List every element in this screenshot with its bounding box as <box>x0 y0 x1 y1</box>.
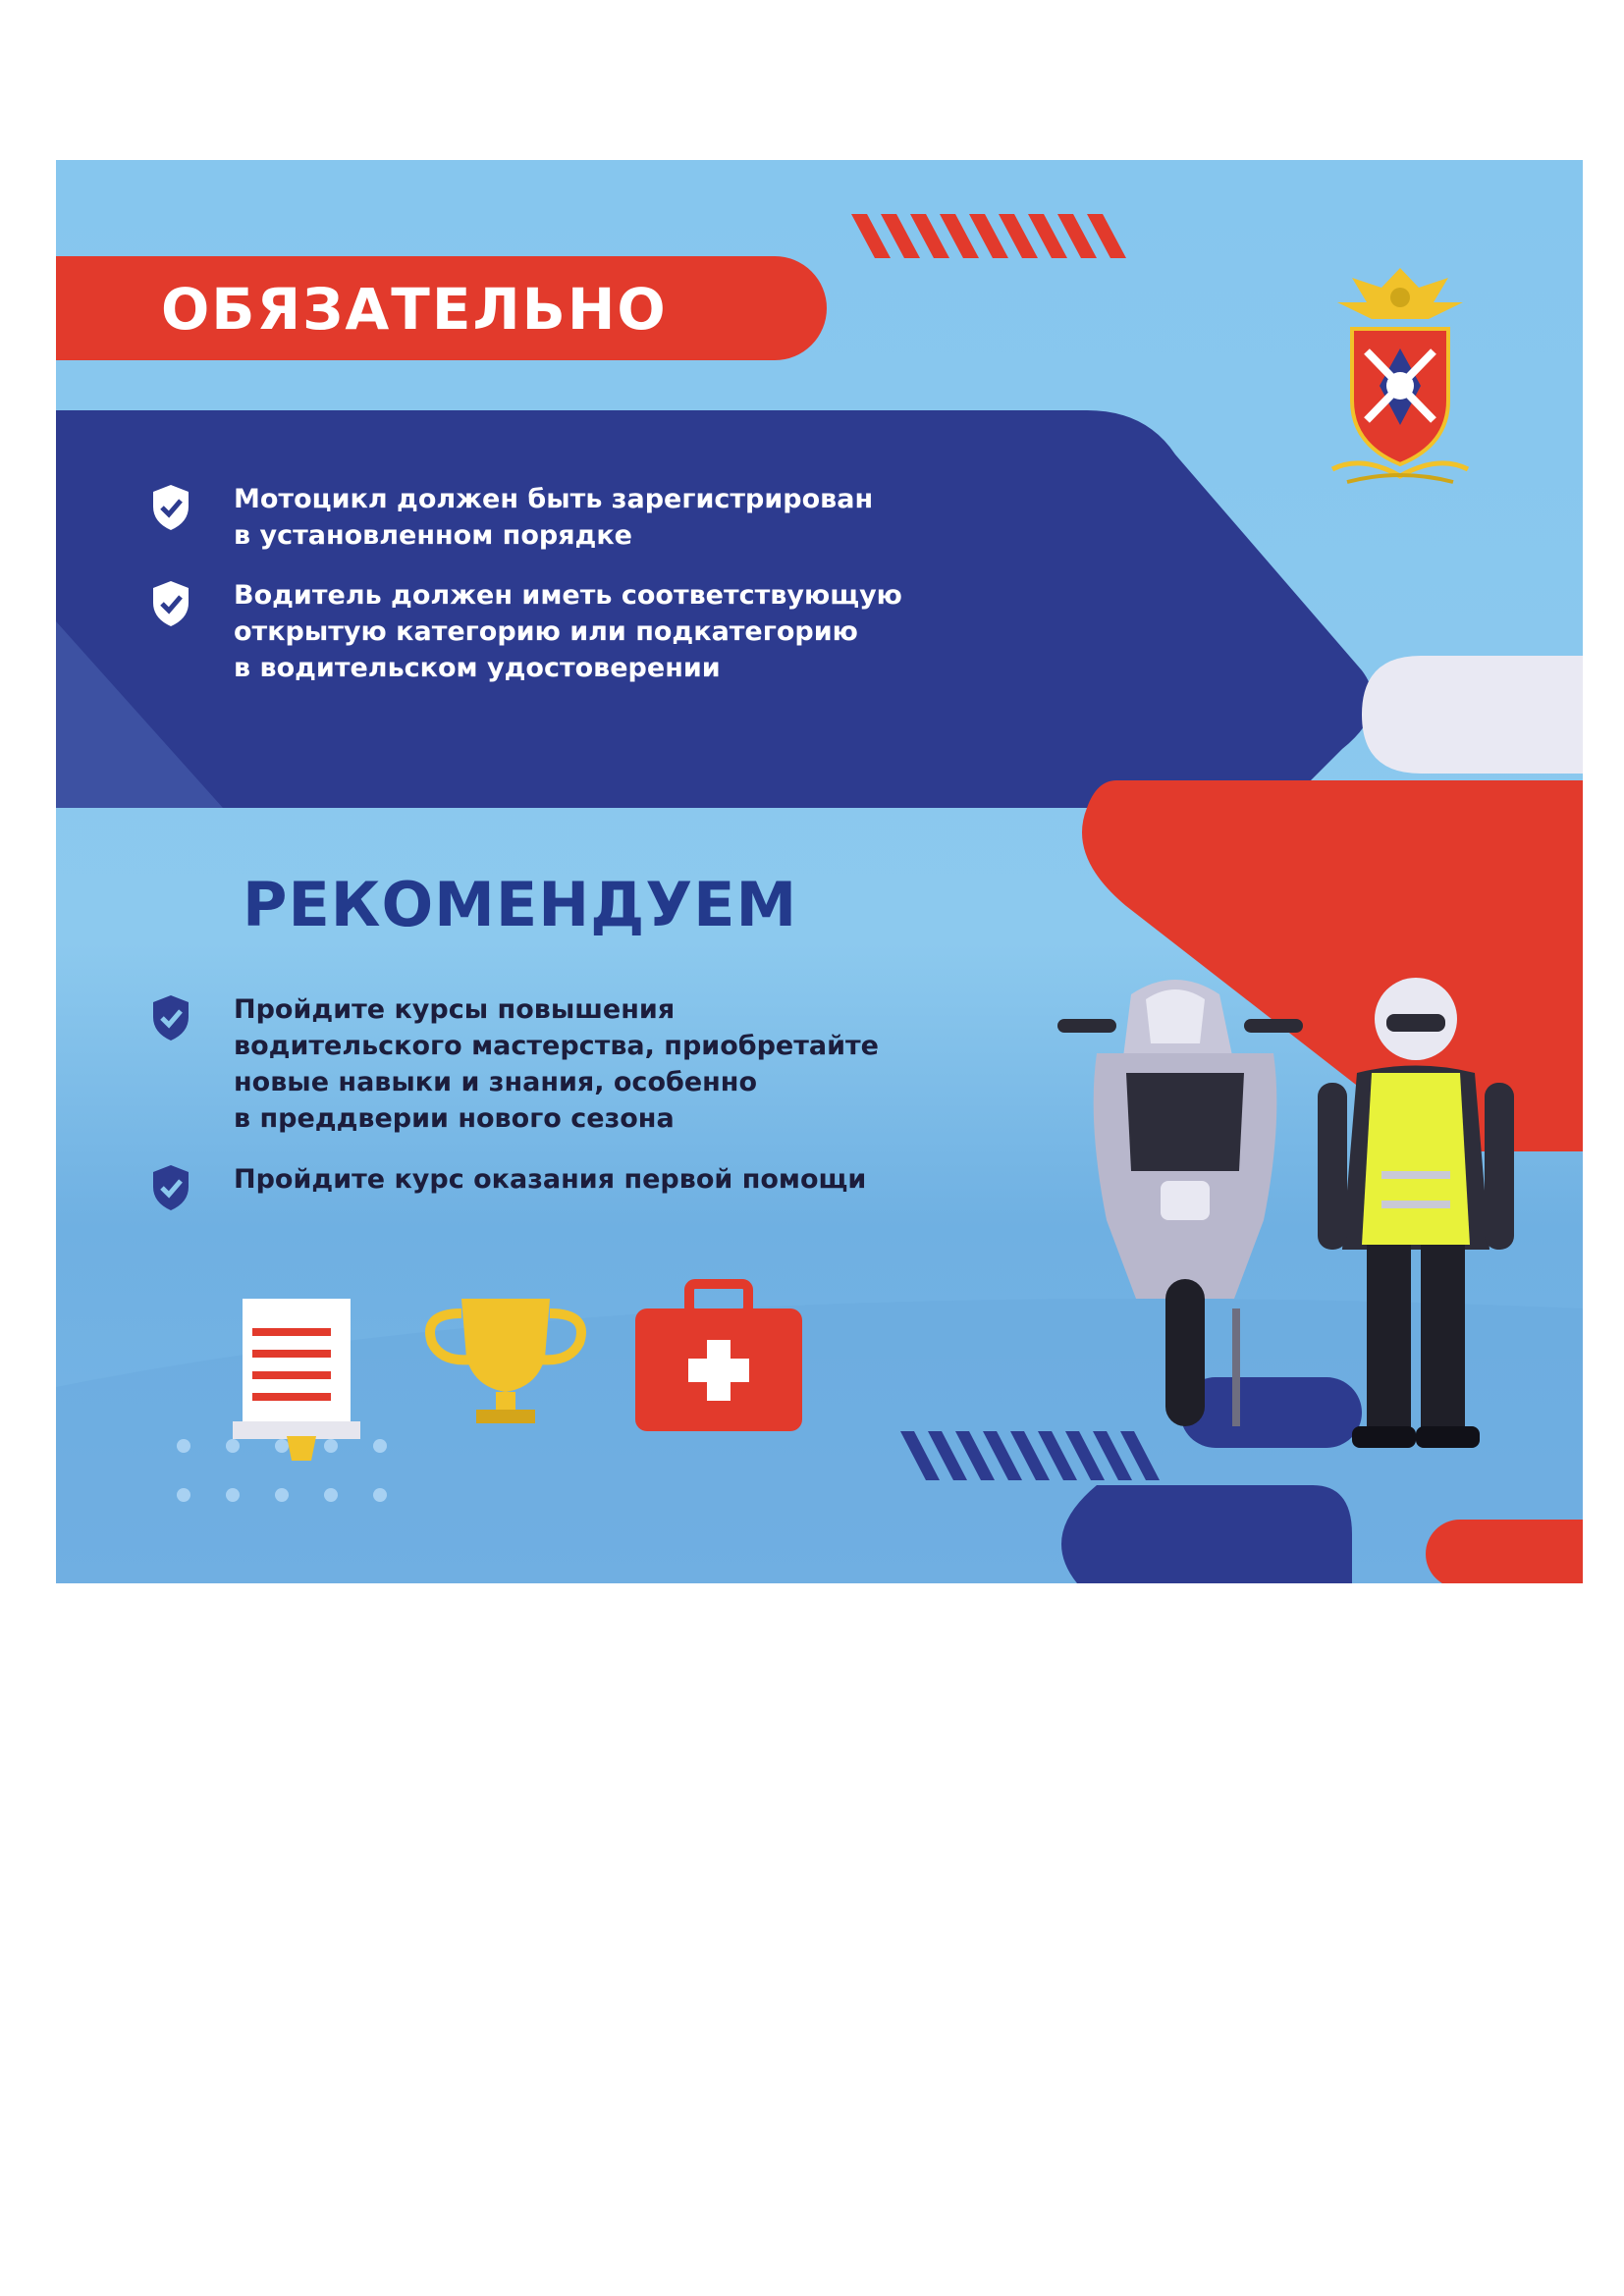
trophy-icon <box>417 1289 594 1436</box>
text-line: Мотоцикл должен быть зарегистрирован <box>234 484 874 514</box>
mandatory-banner <box>56 256 827 360</box>
red-capsule-corner <box>1426 1520 1583 1583</box>
recommend-title: РЕКОМЕНДУЕМ <box>243 869 798 940</box>
text-line: Пройдите курс оказания первой помощи <box>234 1164 867 1195</box>
mandatory-item-1-text <box>234 481 873 554</box>
shield-check-icon <box>149 993 192 1042</box>
poster <box>56 160 1583 1583</box>
recommend-item-1-text <box>234 991 879 1137</box>
text-line: открытую категорию или подкатегорию <box>234 616 858 647</box>
recommend-item-2-text <box>234 1161 866 1198</box>
navy-capsule-large <box>1061 1485 1352 1583</box>
document-icon <box>233 1289 380 1475</box>
text-line: в водительском удостоверении <box>234 653 721 683</box>
shield-check-icon <box>149 1163 192 1212</box>
text-line: в преддверии нового сезона <box>234 1103 675 1134</box>
stripes-top <box>851 214 1126 258</box>
emblem-icon <box>1313 258 1488 494</box>
recommend-item-1 <box>149 991 879 1137</box>
text-line: Водитель должен иметь соответствующую <box>234 580 902 611</box>
rider-icon <box>1293 975 1539 1466</box>
first-aid-kit-icon <box>630 1279 807 1436</box>
shield-check-icon <box>149 483 192 532</box>
mandatory-item-2-text <box>234 577 902 686</box>
text-line: новые навыки и знания, особенно <box>234 1067 758 1097</box>
text-line: Пройдите курсы повышения <box>234 994 676 1025</box>
mandatory-item-1 <box>149 481 873 554</box>
text-line: в установленном порядке <box>234 520 632 551</box>
text-line: водительского мастерства, приобретайте <box>234 1031 879 1061</box>
mandatory-title: ОБЯЗАТЕЛЬНО <box>161 276 668 343</box>
recommend-item-2 <box>149 1161 866 1212</box>
mandatory-item-2 <box>149 577 902 686</box>
grey-capsule <box>1362 656 1583 774</box>
shield-check-icon <box>149 579 192 628</box>
